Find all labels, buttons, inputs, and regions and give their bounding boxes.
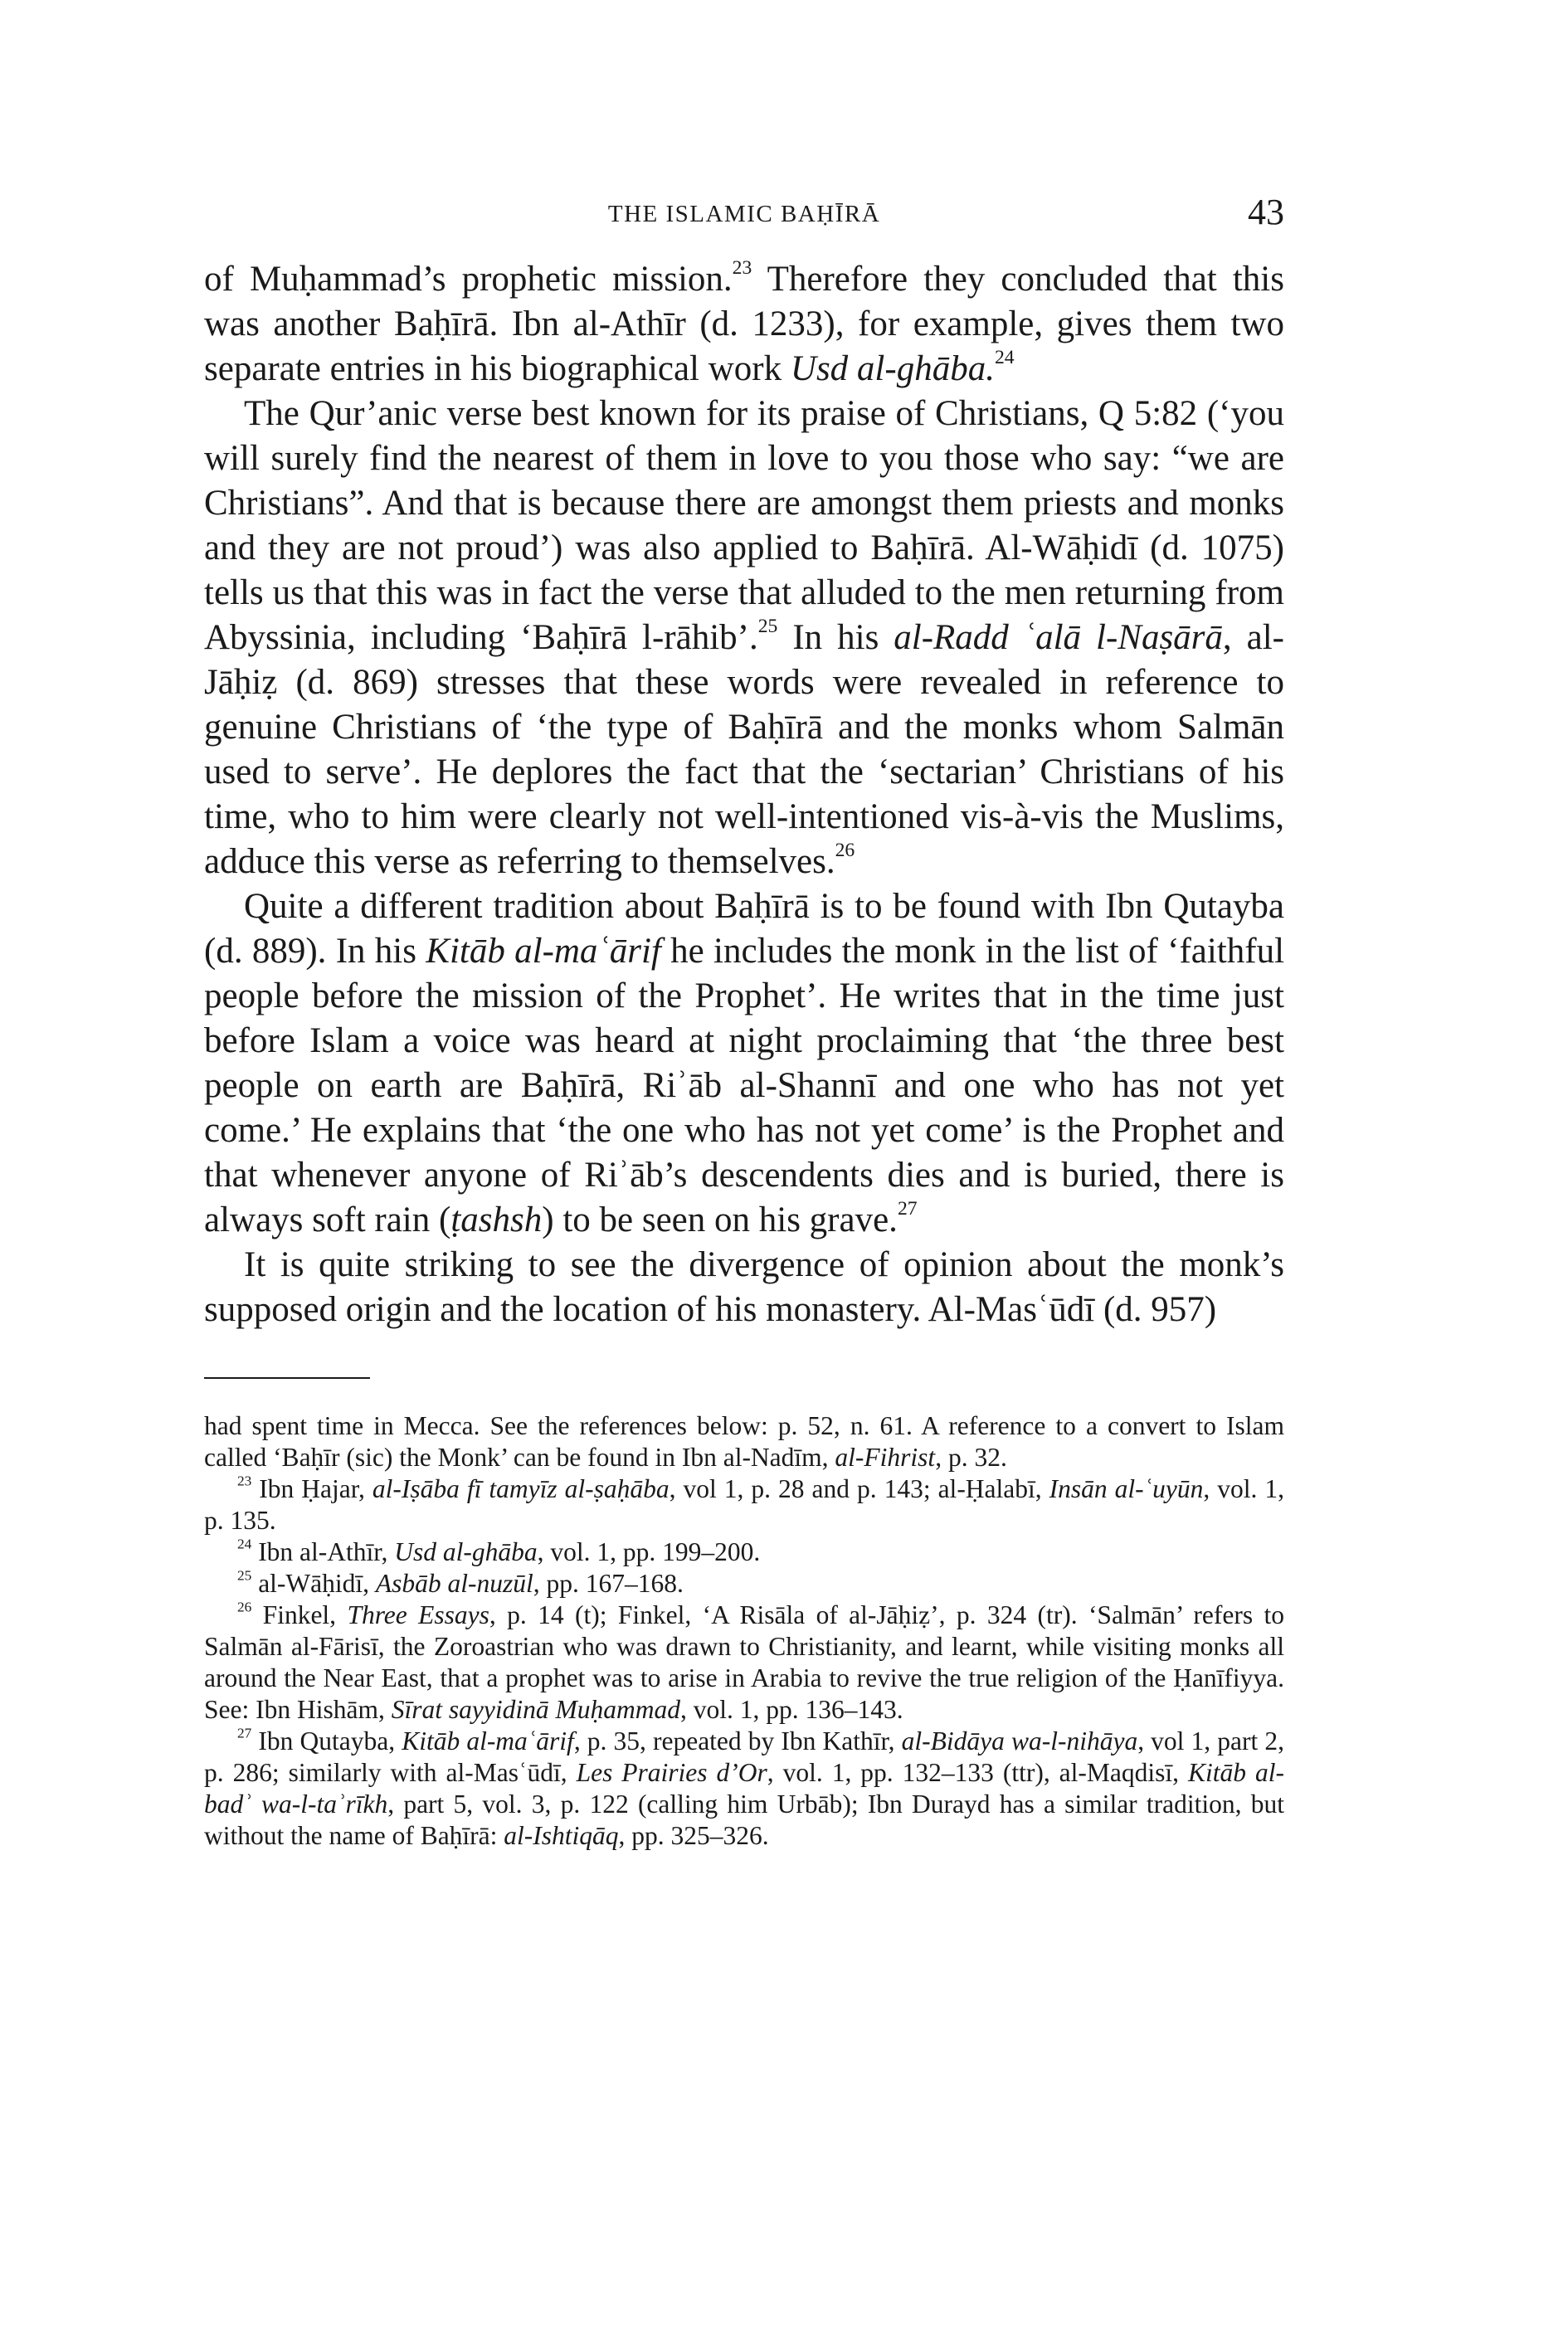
- italic-title: Asbāb al-nuzūl: [375, 1569, 533, 1598]
- note-marker: 24: [237, 1536, 252, 1552]
- italic-title: Kitāb al-maʿārif: [402, 1726, 574, 1755]
- footnote-separator: [204, 1377, 370, 1379]
- main-text: [204, 257, 1284, 1332]
- italic-title: Sīrat sayyidinā Muḥammad: [391, 1695, 680, 1724]
- text-run: , pp. 325–326.: [618, 1821, 769, 1850]
- italic-title: al-Iṣāba fī tamyīz al-ṣaḥāba: [372, 1474, 670, 1503]
- text-run: , vol. 1, pp. 136–143.: [679, 1695, 903, 1724]
- text-run: , p. 35, repeated by Ibn Kathīr,: [573, 1726, 902, 1755]
- note-marker: 25: [757, 615, 778, 637]
- text-run: , part 5, vol. 3, p. 122 (calling him Urbāb); Ibn Durayd has a similar tradition, but without the name of Baḥīrā:: [204, 1790, 1284, 1850]
- text-run: Ibn al-Athīr,: [251, 1537, 395, 1566]
- italic-title: Kitāb al-badʾ wa-l-taʾrīkh: [204, 1758, 1284, 1819]
- text-run: , vol. 1, pp. 132–133 (ttr), al-Maqdisī,: [767, 1758, 1189, 1787]
- italic-title: Les Prairies d’Or: [576, 1758, 767, 1787]
- footnote: [204, 1536, 1284, 1568]
- note-marker: 26: [237, 1599, 252, 1615]
- text-run: , vol. 1, pp. 199–200.: [537, 1537, 761, 1566]
- text-run: , p. 32.: [935, 1443, 1007, 1472]
- footnote: [204, 1600, 1284, 1726]
- footnote: [204, 1473, 1284, 1536]
- text-run: , vol 1, part 2, p. 286; similarly with al-Masʿūdī,: [204, 1726, 1284, 1787]
- text-run: Ibn Qutayba,: [251, 1726, 402, 1755]
- text-run: , vol 1, p. 28 and p. 143; al-Ḥalabī,: [669, 1474, 1049, 1503]
- footnotes: [204, 1410, 1284, 1852]
- paragraph: [204, 1243, 1284, 1332]
- note-marker: 25: [237, 1567, 252, 1584]
- text-run: Quite a different tradition about Baḥīrā is to be found with Ibn Qutayba (d. 889). In his: [204, 887, 1284, 971]
- text-run: , al-Jāḥiẓ (d. 869) stresses that these words were revealed in reference to genuine Christians of ‘the type of Baḥīrā and the monks whom Salmān used to serve’. He deplores the fact that the ‘sectarian’ Christians of his time, who to him were clearly not well-intentioned vis-à-vis the Muslims, adduce this verse as referring to themselves.: [204, 618, 1284, 881]
- book-page: [204, 191, 1284, 1852]
- text-run: , p. 14 (t); Finkel, ‘A Risāla of al-Jāḥiẓ’, p. 324 (tr). ‘Salmān’ refers to Salmān al-Fārisī, the Zoroastrian who was drawn to Christianity, and learnt, while visiting monks all around the Near East, that a prophet was to arise in Arabia to revive the true religion of the Ḥanīfiyya. See: Ibn Hishām,: [204, 1600, 1284, 1724]
- note-marker: 26: [835, 839, 855, 861]
- footnote: [204, 1726, 1284, 1852]
- text-run: ) to be seen on his grave.: [542, 1200, 898, 1239]
- paragraph: [204, 884, 1284, 1243]
- page-number: 43: [1248, 192, 1284, 232]
- italic-title: al-Ishtiqāq: [504, 1821, 619, 1850]
- italic-title: Kitāb al-maʿārif: [426, 932, 661, 971]
- text-run: Finkel,: [251, 1600, 348, 1629]
- footnote: [204, 1568, 1284, 1600]
- page-header: [204, 191, 1284, 249]
- footnote: [204, 1410, 1284, 1473]
- text-run: Ibn Ḥajar,: [251, 1474, 373, 1503]
- text-run: he includes the monk in the list of ‘faithful people before the mission of the Prophet’. He writes that in the time just before Islam a voice was heard at night proclaiming that ‘the three best people on earth are Baḥīrā, Riʾāb al-Shannī and one who has not yet come.’ He explains that ‘the one who has not yet come’ is the Prophet and that whenever anyone of Riʾāb’s descendents dies and is buried, there is always soft rain (: [204, 932, 1285, 1239]
- note-marker: 23: [732, 256, 752, 279]
- italic-title: Insān al-ʿuyūn: [1049, 1474, 1204, 1503]
- italic-title: Usd al-ghāba.: [790, 349, 995, 388]
- text-run: Therefore they concluded that this was another Baḥīrā. Ibn al-Athīr (d. 1233), for example, gives them two separate entries in his biographical work: [204, 260, 1284, 388]
- text-run: , vol. 1, p. 135.: [204, 1474, 1284, 1535]
- italic-title: Usd al-ghāba: [394, 1537, 538, 1566]
- italic-title: ṭashsh: [450, 1200, 543, 1239]
- text-run: , pp. 167–168.: [533, 1569, 684, 1598]
- text-run: In his: [777, 618, 894, 657]
- paragraph: [204, 392, 1284, 884]
- note-marker: 27: [237, 1725, 252, 1741]
- note-marker: 27: [897, 1197, 918, 1220]
- text-run: al-Wāḥidī,: [251, 1569, 376, 1598]
- text-run: had spent time in Mecca. See the references below: p. 52, n. 61. A reference to a convert to Islam called ‘Baḥīr (sic) the Monk’ can be found in Ibn al-Nadīm,: [204, 1411, 1284, 1472]
- italic-title: Three Essays: [347, 1600, 489, 1629]
- note-marker: 23: [237, 1473, 252, 1489]
- italic-title: al-Radd ʿalā l-Naṣārā: [894, 618, 1223, 657]
- italic-title: al-Bidāya wa-l-nihāya: [901, 1726, 1138, 1755]
- text-run: The Qur’anic verse best known for its praise of Christians, Q 5:82 (‘you will surely find the nearest of them in love to you those who say: “we are Christians”. And that is because there are amongst them priests and monks and they are not proud’) was also applied to Baḥīrā. Al-Wāḥidī (d. 1075) tells us that this was in fact the verse that alluded to the men returning from Abyssinia, including ‘Baḥīrā l-rāhib’.: [204, 394, 1284, 657]
- text-run: It is quite striking to see the divergence of opinion about the monk’s supposed origin and the location of his monastery. Al-Masʿūdī (d. 957): [204, 1245, 1284, 1329]
- note-marker: 24: [994, 346, 1015, 368]
- text-run: of Muḥammad’s prophetic mission.: [204, 260, 733, 299]
- italic-title: al-Fihrist: [835, 1443, 936, 1472]
- paragraph: [204, 257, 1284, 392]
- running-head: THE ISLAMIC BAḤĪRĀ: [607, 201, 881, 227]
